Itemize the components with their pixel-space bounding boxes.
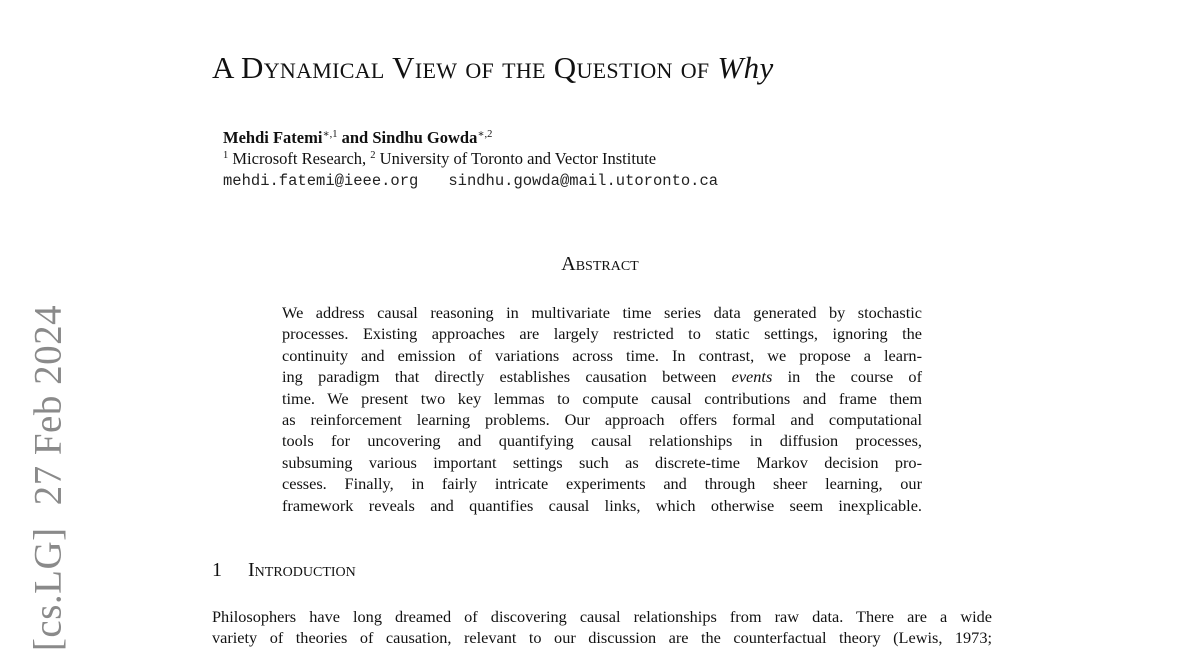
section-title: Introduction bbox=[248, 559, 356, 581]
author-name-1: Mehdi Fatemi bbox=[223, 128, 323, 147]
affil-sup-1: 1 bbox=[223, 150, 229, 161]
arxiv-side-stamp bbox=[26, 305, 71, 651]
abstract-line: We address causal reasoning in multivariate time series data generated by stochastic bbox=[282, 303, 922, 322]
author-names bbox=[223, 127, 718, 148]
author-block bbox=[223, 127, 718, 193]
abstract-line: as reinforcement learning problems. Our approach offers formal and computational bbox=[282, 410, 922, 430]
abstract-text: ing paradigm that directly establishes causation between bbox=[282, 367, 717, 387]
abstract-emphasis: events bbox=[731, 367, 773, 387]
abstract-line: tools for uncovering and quantifying causal relationships in diffusion processes, bbox=[282, 431, 922, 451]
affiliation-1: Microsoft Research, bbox=[232, 149, 367, 168]
abstract-line: continuity and emission of variations across time. In contrast, we propose a learn- bbox=[282, 345, 922, 365]
email-2[interactable]: sindhu.gowda@mail.utoronto.ca bbox=[448, 172, 719, 190]
abstract-line: framework reveals and quantifies causal links, which otherwise seem inexplicable. bbox=[282, 495, 922, 515]
abstract-heading: Abstract bbox=[561, 253, 639, 275]
author-sup-2: ∗,2 bbox=[477, 129, 493, 140]
abstract-line: subsuming various important settings such as discrete-time Markov decision pro- bbox=[282, 452, 922, 472]
abstract-line: cesses. Finally, in fairly intricate experiments and through sheer learning, our bbox=[282, 474, 922, 494]
abstract-line bbox=[282, 366, 922, 387]
paper-title-italic: Why bbox=[717, 50, 774, 85]
author-sup-1: ∗,1 bbox=[322, 129, 338, 140]
section-heading bbox=[212, 557, 356, 583]
author-name-2: Sindhu Gowda bbox=[372, 128, 478, 147]
abstract-line: processes. Existing approaches are largely restricted to static settings, ignoring the bbox=[282, 324, 922, 344]
abstract-text: in the course of bbox=[787, 367, 922, 387]
intro-line: Philosophers have long dreamed of discovering causal relationships from raw data. There are a wide bbox=[212, 607, 992, 626]
arxiv-category: [cs.LG] bbox=[26, 527, 70, 651]
section-number: 1 bbox=[212, 559, 222, 581]
intro-paragraph bbox=[212, 606, 992, 649]
abstract-body bbox=[282, 302, 922, 516]
intro-line: variety of theories of causation, relevant to our discussion are the counterfactual theory (Lewis, 1973; bbox=[212, 628, 992, 648]
abstract-line: time. We present two key lemmas to compute causal contributions and frame them bbox=[282, 388, 922, 408]
affiliation-2: University of Toronto and Vector Institute bbox=[379, 149, 657, 168]
paper-title bbox=[212, 48, 774, 88]
affiliations bbox=[223, 148, 718, 169]
email-1[interactable]: mehdi.fatemi@ieee.org bbox=[223, 172, 419, 190]
affil-sup-2: 2 bbox=[370, 150, 376, 161]
paper-title-main: A Dynamical View of the Question of bbox=[212, 50, 710, 85]
author-emails bbox=[223, 169, 718, 193]
arxiv-date: 27 Feb 2024 bbox=[26, 304, 70, 506]
author-conjunction: and bbox=[341, 128, 369, 147]
